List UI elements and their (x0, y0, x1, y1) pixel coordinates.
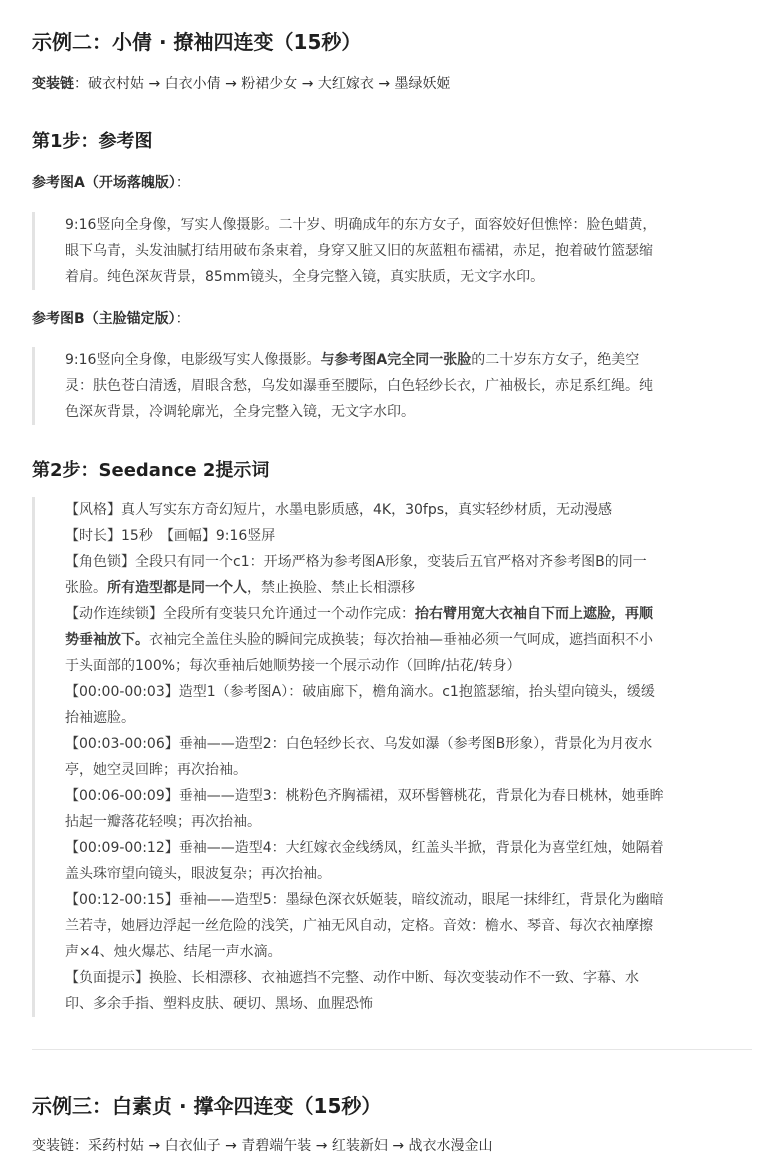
prompt-line: 【负面提示】换脸、长相漂移、衣袖遮挡不完整、动作中断、每次变装动作不一致、字幕、水 (65, 970, 639, 986)
ref-b-line: 色深灰背景，冷调轮廓光，全身完整入镜，无文字水印。 (65, 404, 415, 420)
prompt-line: 抬袖遮脸。 (65, 710, 135, 726)
transform-chain-label: 变装链 (32, 76, 74, 92)
prompt-line: 兰若寺，她唇边浮起一丝危险的浅笑，广袖无风自动，定格。音效：檐水、琴音、每次衣袖摩擦 (65, 918, 653, 934)
prompt-line: 【00:06-00:09】垂袖——造型3：桃粉色齐胸襦裙，双环髻簪桃花，背景化为春日桃林，她垂眸 (65, 788, 664, 804)
prompt-line: 亭，她空灵回眸；再次抬袖。 (65, 762, 247, 778)
prompt-line: 声×4、烛火爆芯、结尾一声水滴。 (65, 944, 282, 960)
ref-b-colon: ： (175, 311, 190, 327)
ref-a-label: 参考图A（开场落魄版） (32, 175, 176, 191)
ref-b-emphasis: 与参考图A完全同一张脸 (320, 352, 472, 368)
prompt-line: 【时长】15秒 【画幅】9:16竖屏 (65, 528, 276, 544)
section-divider (32, 1049, 752, 1050)
prompt-line: 【风格】真人写实东方奇幻短片，水墨电影质感，4K，30fps，真实轻纱材质，无动漫感 (65, 502, 613, 518)
seedance-prompt-block (32, 497, 744, 1017)
prompt-text: 衣袖完全盖住头脸的瞬间完成换装；每次抬袖—垂袖必须一气呵成，遮挡面积不小 (149, 632, 653, 648)
example-3-title: 示例三：白素贞 · 撑伞四连变（15秒） (32, 1094, 382, 1118)
prompt-line: 【00:00-00:03】造型1（参考图A）：破庙廊下，檐角滴水。c1抱篮瑟缩，抬头望向镜头，缓缓 (65, 684, 655, 700)
prompt-text: 【动作连续锁】全段所有变装只允许通过一个动作完成： (65, 606, 415, 622)
ref-a-prompt-block (32, 212, 744, 290)
prompt-line (65, 601, 744, 627)
ref-a-line: 9:16竖向全身像，写实人像摄影。二十岁、明确成年的东方女子，面容姣好但憔悴：脸色蜡黄， (65, 217, 657, 233)
ref-b-line (65, 347, 744, 373)
ref-a-label-line (32, 173, 190, 193)
prompt-line (65, 575, 744, 601)
prompt-text: ，禁止换脸、禁止长相漂移 (247, 580, 415, 596)
transform-chain (32, 74, 451, 94)
example-2-title: 示例二：小倩 · 撩袖四连变（15秒） (32, 30, 362, 54)
ref-b-label-line (32, 309, 190, 329)
prompt-line: 拈起一瓣落花轻嗅；再次抬袖。 (65, 814, 261, 830)
ref-b-line: 灵：肤色苍白清透，眉眼含愁，乌发如瀑垂至腰际，白色轻纱长衣，广袖极长，赤足系红绳。纯 (65, 378, 653, 394)
prompt-text: 张脸。 (65, 580, 107, 596)
prompt-emphasis: 所有造型都是同一个人 (107, 580, 247, 596)
step1-heading: 第1步：参考图 (32, 131, 153, 152)
ref-a-colon: ： (175, 175, 190, 191)
step2-heading: 第2步：Seedance 2提示词 (32, 460, 270, 481)
ref-a-line: 着肩。纯色深灰背景，85mm镜头，全身完整入镜，真实肤质，无文字水印。 (65, 269, 545, 285)
prompt-line: 于头面部的100%；每次垂袖后她顺势接一个展示动作（回眸/拈花/转身） (65, 658, 521, 674)
ref-a-line: 眼下乌青，头发油腻打结用破布条束着，身穿又脏又旧的灰蓝粗布襦裙，赤足，抱着破竹篮瑟缩 (65, 243, 653, 259)
prompt-line: 【00:09-00:12】垂袖——造型4：大红嫁衣金线绣凤，红盖头半掀，背景化为喜堂红烛，她隔着 (65, 840, 664, 856)
ref-b-label: 参考图B（主脸锚定版） (32, 311, 176, 327)
prompt-emphasis: 抬右臂用宽大衣袖自下而上遮脸，再顺 (415, 606, 653, 622)
prompt-line: 【00:12-00:15】垂袖——造型5：墨绿色深衣妖姬装，暗纹流动，眼尾一抹绯红，背景化为幽暗 (65, 892, 664, 908)
prompt-line (65, 627, 744, 653)
prompt-line: 【角色锁】全段只有同一个c1：开场严格为参考图A形象，变装后五官严格对齐参考图B的同一 (65, 554, 647, 570)
prompt-line: 【00:03-00:06】垂袖——造型2：白色轻纱长衣、乌发如瀑（参考图B形象），背景化为月夜水 (65, 736, 653, 752)
ref-b-text: 9:16竖向全身像，电影级写实人像摄影。 (65, 352, 321, 368)
prompt-emphasis: 势垂袖放下。 (65, 632, 149, 648)
prompt-line: 盖头珠帘望向镜头，眼波复杂；再次抬袖。 (65, 866, 331, 882)
prompt-line: 印、多余手指、塑料皮肤、硬切、黑场、血腥恐怖 (65, 996, 373, 1012)
ref-b-text: 的二十岁东方女子，绝美空 (471, 352, 640, 368)
example-3-transform-chain: 变装链：采药村姑 → 白衣仙子 → 青碧端午装 → 红装新妇 → 战衣水漫金山 (32, 1138, 493, 1154)
ref-b-prompt-block (32, 347, 744, 425)
transform-chain-text: ：破衣村姑 → 白衣小倩 → 粉裙少女 → 大红嫁衣 → 墨绿妖姬 (74, 76, 451, 92)
